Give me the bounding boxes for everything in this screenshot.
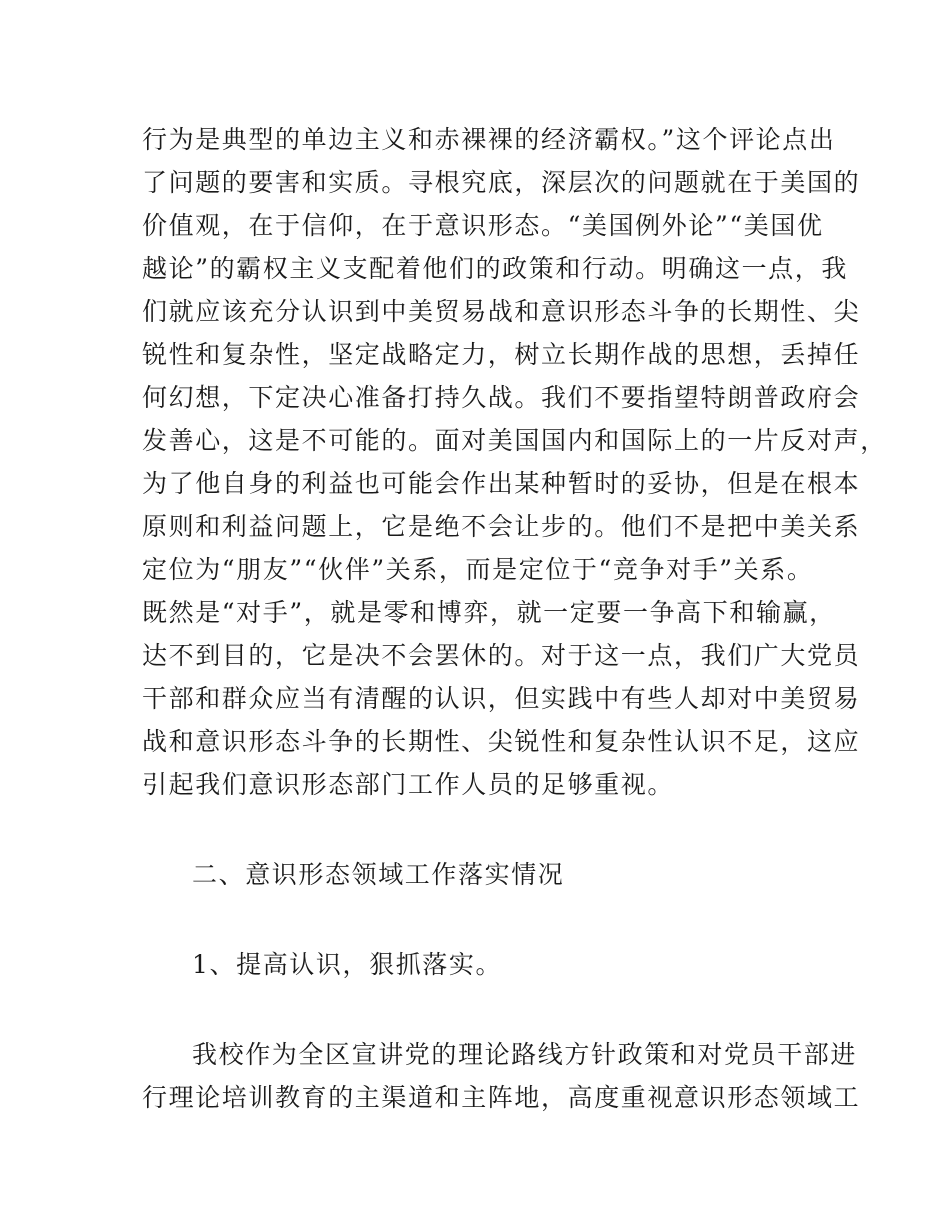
text-line: 们就应该充分认识到中美贸易战和意识形态斗争的长期性、尖 (142, 297, 861, 326)
section-heading: 二、意识形态领域工作落实情况 (192, 860, 565, 889)
text-line: 越论”的霸权主义支配着他们的政策和行动。明确这一点，我 (142, 254, 848, 283)
text-line: 发善心，这是不可能的。面对美国国内和国际上的一片反对声， (142, 426, 887, 455)
text-line: 了问题的要害和实质。寻根究底，深层次的问题就在于美国的 (142, 168, 861, 197)
text-line: 干部和群众应当有清醒的认识，但实践中有些人却对中美贸易 (142, 684, 861, 713)
text-line: 引起我们意识形态部门工作人员的足够重视。 (142, 770, 675, 799)
text-line: 原则和利益问题上，它是绝不会让步的。他们不是把中美关系 (142, 512, 861, 541)
text-line: 行为是典型的单边主义和赤裸裸的经济霸权。”这个评论点出 (142, 125, 836, 154)
subsection-heading: 1、提高认识，狠抓落实。 (192, 950, 503, 979)
text-line: 既然是“对手”，就是零和博弈，就一定要一争高下和输赢， (142, 598, 836, 627)
text-line: 我校作为全区宣讲党的理论路线方针政策和对党员干部进 (192, 1040, 858, 1069)
text-line: 行理论培训教育的主渠道和主阵地，高度重视意识形态领域工 (142, 1083, 861, 1112)
text-line: 达不到目的，它是决不会罢休的。对于这一点，我们广大党员 (142, 641, 861, 670)
text-line: 定位为“朋友”“伙伴”关系，而是定位于“竞争对手”关系。 (142, 555, 814, 584)
text-line: 战和意识形态斗争的长期性、尖锐性和复杂性认识不足，这应 (142, 727, 861, 756)
text-line: 为了他自身的利益也可能会作出某种暂时的妥协，但是在根本 (142, 469, 861, 498)
text-line: 锐性和复杂性，坚定战略定力，树立长期作战的思想，丢掉任 (142, 340, 861, 369)
text-line: 价值观，在于信仰，在于意识形态。“美国例外论”“美国优 (142, 211, 824, 240)
text-line: 何幻想，下定决心准备打持久战。我们不要指望特朗普政府会 (142, 383, 861, 412)
